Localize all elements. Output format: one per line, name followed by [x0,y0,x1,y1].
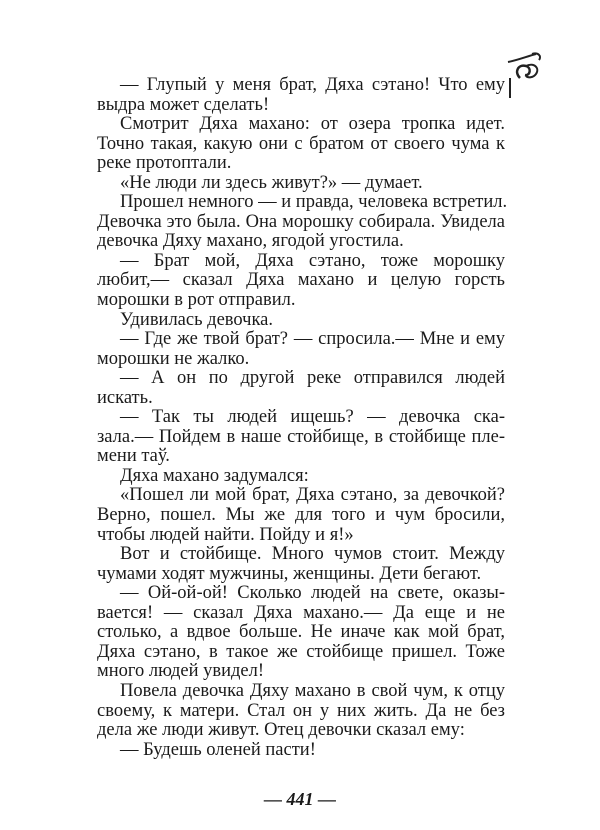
text-line: «Не люди ли здесь живут?» — думает. [120,172,423,193]
text-line: много людей увидел! [97,661,265,682]
text-line: — Ой-ой-ой! Сколько людей на свете, оказы- [120,583,505,604]
text-line: — Где же твой брат? — спросила.— Мне и ему [120,329,505,350]
text-line: девочка Дяху махано, ягодой угостила. [97,231,404,252]
text-line: Прошел немного — и правда, человека встретил. [120,192,508,213]
paragraph [97,486,505,545]
text-line: Девочка это была. Она морошку собирала. Увидела [97,211,505,232]
text-line: морошки в рот отправил. [97,290,296,311]
text-line: вается! — сказал Дяха махано.— Да еще и не [97,602,505,623]
paragraph [97,741,505,761]
page-number: — 441 — [264,789,336,809]
text-line: морошки не жалко. [97,348,250,369]
paragraph [97,192,508,252]
text-line: столько, а вдвое больше. Не иначе как мой брат, [97,622,505,643]
paragraph [97,584,505,682]
text-line: «Пошел ли мой брат, Дяха сэтано, за девочкой? [120,485,505,506]
paragraph [97,115,505,174]
text-line: Точно такая, какую они с братом от своего чума к [97,133,505,154]
text-line: Смотрит Дяха махано: от озера тропка идет. [120,114,505,135]
paragraph [97,682,505,741]
text-line: — Так ты людей ищешь? — девочка ска- [120,407,505,428]
paragraph [97,369,505,408]
text-line: Вот и стойбище. Много чумов стоит. Между [120,544,505,565]
text-line: искать. [97,387,153,408]
paragraph [97,252,505,311]
text-line: выдра может сделать! [97,94,270,115]
text-line: реке протоптали. [97,153,232,174]
paragraph [97,76,505,115]
paragraph [97,330,505,369]
text-line: чумами ходят мужчины, женщины. Дети бегают. [97,563,482,584]
decorative-curl-ornament-icon [506,50,546,100]
text-line: зала.— Пойдем в наше стойбище, в стойбище пле- [97,426,505,447]
paragraph [97,545,505,584]
text-line: Удивилась девочка. [120,309,274,330]
paragraph [97,174,505,194]
text-line: Дяха сэтано, в такое же стойбище пришел. Тоже [97,641,505,662]
text-line: своему, к матери. Стал он у них жить. Да не без [97,700,505,721]
text-line: любит,— сказал Дяха махано и целую горсть [97,270,505,291]
text-line: Дяха махано задумался: [120,465,309,486]
text-line: — А он по другой реке отправился людей [120,368,505,389]
text-line: дела же люди живут. Отец девочки сказал ему: [97,720,465,741]
text-line: — Будешь оленей пасти! [120,739,316,760]
text-line: — Глупый у меня брат, Дяха сэтано! Что ему [120,75,505,95]
paragraph [97,408,505,467]
story-text [97,75,508,760]
paragraph [97,311,505,331]
text-line: чтобы людей найти. Пойду и я!» [97,524,354,545]
text-line: мени таў. [97,446,170,467]
paragraph [97,467,505,487]
text-line: Повела девочка Дяху махано в свой чум, к отцу [120,680,505,701]
text-line: — Брат мой, Дяха сэтано, тоже морошку [120,250,505,271]
text-line: Верно, пошел. Мы же для того и чум бросили, [97,505,505,526]
